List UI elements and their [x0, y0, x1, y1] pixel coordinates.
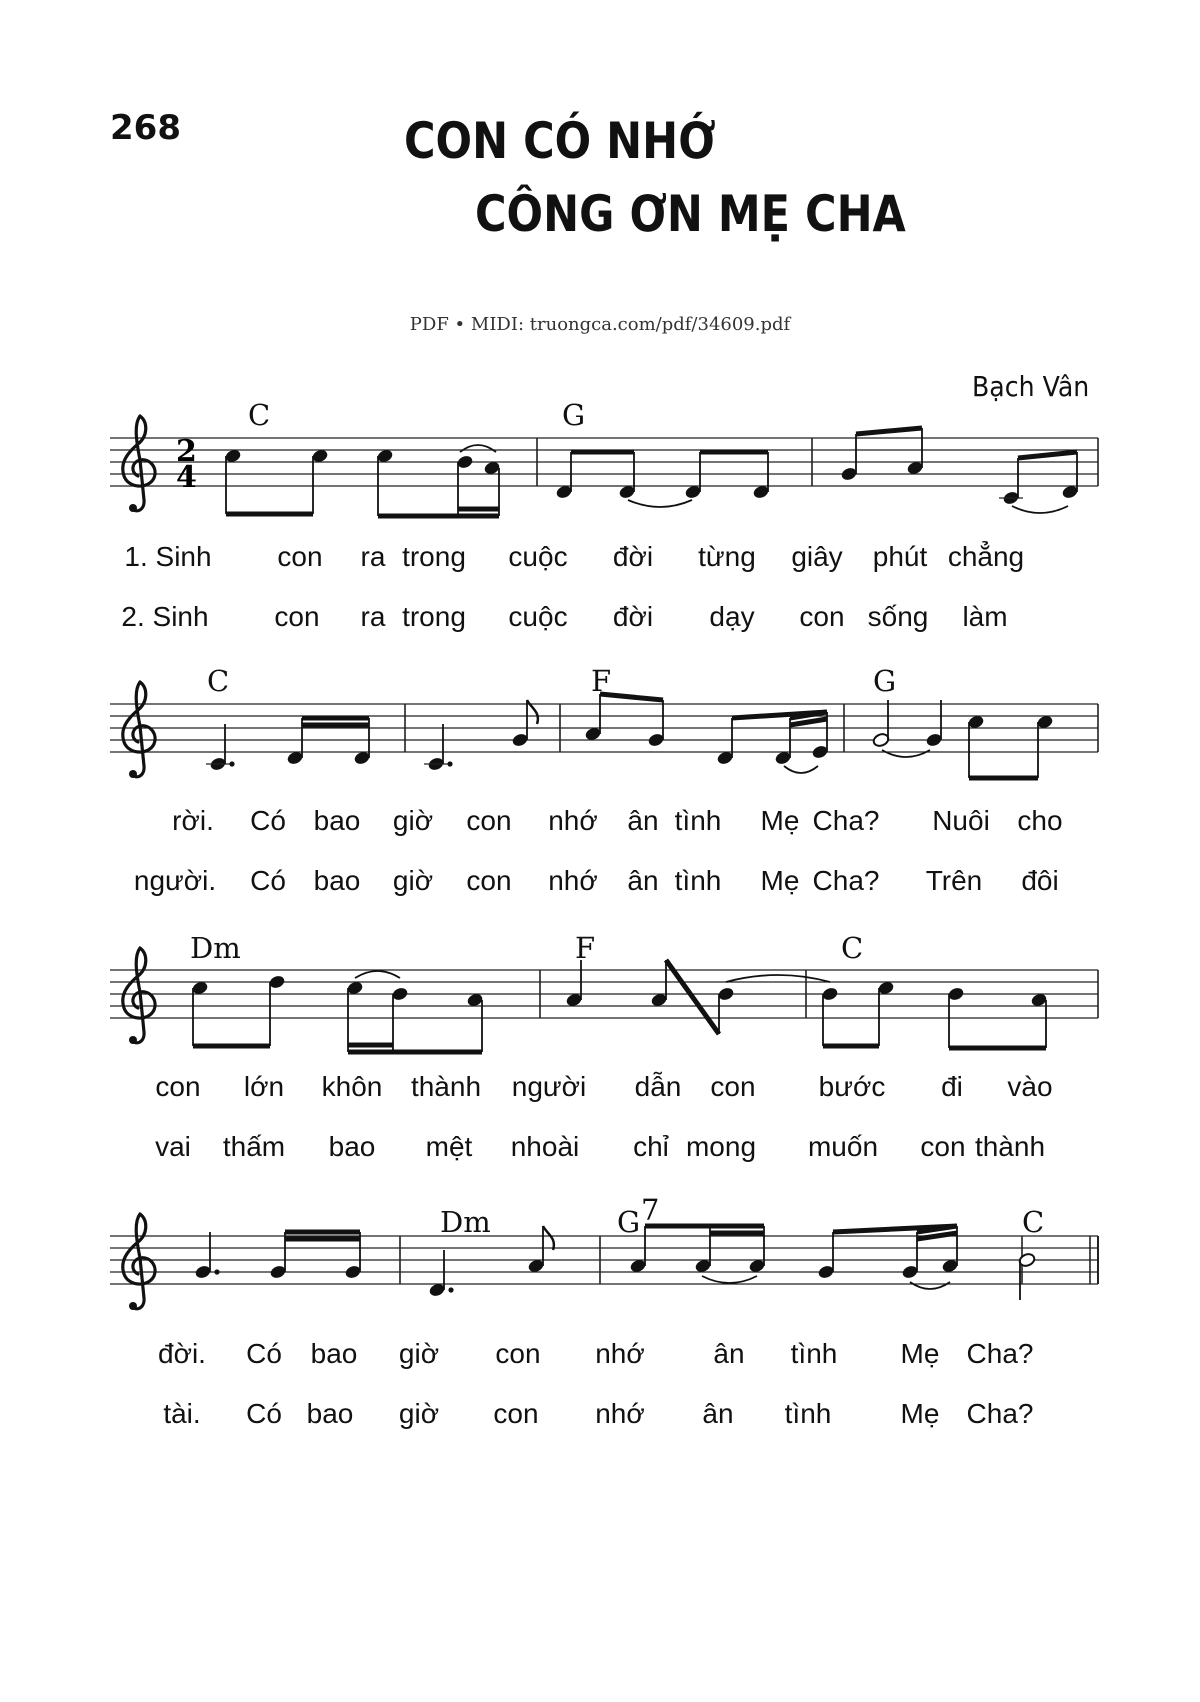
lyric-verse-1: tình	[674, 805, 722, 836]
lyric-verse-1: ra	[360, 541, 386, 572]
time-signature-bottom: 4	[176, 460, 197, 495]
lyric-verse-1: con	[495, 1338, 541, 1369]
lyric-verse-1: bao	[310, 1338, 358, 1369]
lyric-verse-1: nhớ	[595, 1338, 645, 1369]
lyric-verse-1: từng	[698, 541, 756, 572]
note	[565, 960, 583, 1008]
note	[466, 992, 484, 1052]
note	[716, 718, 734, 766]
clef-dot	[129, 504, 137, 512]
note	[268, 974, 286, 1046]
lyric-verse-1: ân	[627, 805, 659, 836]
lyric-verse-2: 2. Sinh	[121, 601, 209, 632]
song-number: 268	[110, 108, 181, 148]
note	[391, 986, 409, 1052]
lyric-verse-1: con	[277, 541, 323, 572]
note	[1061, 452, 1079, 500]
note	[191, 980, 209, 1046]
note	[1030, 992, 1048, 1048]
lyric-verse-2: nhoài	[510, 1131, 580, 1162]
lyric-verse-2: Có	[246, 1398, 282, 1429]
lyric-verse-2: vai	[155, 1131, 191, 1162]
note	[1018, 1252, 1036, 1300]
tie	[460, 445, 496, 452]
lyric-verse-1: giờ	[398, 1338, 440, 1369]
beam	[1018, 452, 1077, 458]
note	[752, 452, 770, 500]
note	[311, 448, 329, 514]
treble-clef-3	[123, 948, 155, 1044]
lyric-verse-1: đời	[612, 541, 654, 572]
tie	[1012, 506, 1068, 513]
note	[206, 724, 235, 772]
lyric-verse-1: giây	[791, 541, 843, 572]
lyric-verse-1: rời.	[172, 805, 214, 836]
note	[647, 700, 665, 748]
clef-stroke	[123, 682, 155, 777]
chord-symbol: F	[591, 664, 612, 698]
song-title-line-1: CON CÓ NHỚ	[404, 112, 716, 170]
lyric-verse-1: nhớ	[548, 805, 598, 836]
lyric-verse-1: bao	[313, 805, 361, 836]
chord-symbol: C	[841, 931, 864, 965]
lyric-verse-1: Cha?	[966, 1338, 1034, 1369]
tie	[784, 766, 818, 773]
lyric-verse-2: Có	[250, 865, 286, 896]
note	[555, 452, 573, 500]
score-texts	[121, 398, 1062, 1429]
chord-symbol: C	[207, 664, 230, 698]
lyric-verse-2: trong	[402, 601, 466, 632]
time-signature-top: 2	[176, 434, 197, 469]
lyric-verse-1: bước	[818, 1071, 886, 1102]
lyric-verse-2: thấm	[222, 1131, 286, 1162]
beam	[917, 1233, 957, 1239]
lyric-verse-2: ra	[360, 601, 386, 632]
note	[1036, 714, 1054, 778]
clef-stroke	[123, 1214, 155, 1309]
lyric-verse-1: giờ	[392, 805, 434, 836]
staff-system-2	[110, 704, 1098, 752]
lyric-verse-1: Có	[250, 805, 286, 836]
note	[925, 700, 943, 748]
chord-symbol: Dm	[440, 1205, 491, 1239]
lyric-verse-1: lớn	[243, 1071, 285, 1102]
note-dot	[448, 1287, 453, 1292]
lyric-verse-2: con	[799, 601, 845, 632]
time-signature	[176, 434, 197, 495]
beam	[856, 428, 922, 434]
lyric-verse-2: giờ	[398, 1398, 440, 1429]
chord-superscript: 7	[641, 1193, 660, 1227]
note	[269, 1232, 287, 1280]
lyric-verse-2: con	[493, 1398, 539, 1429]
clef-dot	[129, 1302, 137, 1310]
staff-system-1	[110, 438, 1098, 486]
note	[840, 434, 858, 482]
note	[774, 718, 792, 766]
lyric-verse-2: dạy	[709, 601, 755, 632]
lyric-verse-2: tình	[674, 865, 722, 896]
chord-symbol: G	[873, 664, 897, 698]
lyric-verse-2: tài.	[163, 1398, 201, 1429]
lyric-verse-1: cho	[1017, 805, 1063, 836]
lyric-verse-2: cuộc	[508, 601, 568, 632]
lyric-verse-2: Mẹ	[760, 865, 800, 896]
lyric-verse-1: vào	[1007, 1071, 1053, 1102]
note	[967, 714, 985, 778]
note-dot	[447, 761, 452, 766]
lyric-verse-1: tình	[790, 1338, 838, 1369]
chord-symbol: Dm	[190, 931, 241, 965]
lyric-verse-2: bao	[328, 1131, 376, 1162]
clef-stroke	[123, 948, 155, 1043]
lyric-verse-2: con	[274, 601, 320, 632]
lyric-verse-1: người	[511, 1071, 587, 1102]
note	[877, 980, 895, 1046]
note	[901, 1232, 919, 1280]
lyric-verse-1: thành	[410, 1071, 482, 1102]
note	[717, 986, 735, 1034]
lyric-verse-2: Cha?	[966, 1398, 1034, 1429]
lyric-verse-1: đời.	[158, 1338, 206, 1369]
note	[872, 700, 890, 748]
lyric-verse-1: ân	[713, 1338, 745, 1369]
note	[650, 960, 668, 1008]
note	[428, 1250, 454, 1298]
note	[511, 700, 538, 748]
lyric-verse-1: Mẹ	[900, 1338, 940, 1369]
chord-symbol: G	[617, 1205, 641, 1239]
lyric-verse-1: Cha?	[812, 805, 880, 836]
composer-name: Bạch Vân	[972, 370, 1090, 403]
chord-symbol: C	[248, 398, 271, 432]
note	[286, 718, 304, 766]
treble-clef-2	[123, 682, 155, 778]
lyric-verse-1: trong	[402, 541, 466, 572]
lyric-verse-1: Có	[246, 1338, 282, 1369]
lyric-verse-2: làm	[962, 601, 1008, 632]
lyric-verse-2: mong	[685, 1131, 757, 1162]
lyric-verse-1: cuộc	[508, 541, 568, 572]
lyric-verse-1: khôn	[321, 1071, 383, 1102]
lyric-verse-2: người.	[133, 865, 217, 896]
chord-symbol: C	[1022, 1205, 1045, 1239]
source-note: PDF • MIDI: truongca.com/pdf/34609.pdf	[409, 314, 791, 335]
lyric-verse-2: Mẹ	[900, 1398, 940, 1429]
note	[618, 452, 636, 500]
note	[424, 724, 453, 772]
note-dot	[229, 761, 234, 766]
note	[817, 1232, 835, 1280]
note-dot	[214, 1269, 219, 1274]
note	[694, 1226, 712, 1274]
lyric-verse-2: Cha?	[812, 865, 880, 896]
lyric-verse-1: chẳng	[947, 541, 1025, 572]
lyric-verse-1: phút	[872, 541, 928, 572]
song-title-line-2: CÔNG ƠN MẸ CHA	[475, 185, 906, 243]
note	[224, 448, 242, 514]
chord-symbol: F	[575, 931, 596, 965]
staff-system-4	[110, 1236, 1098, 1284]
note	[947, 986, 965, 1048]
lyric-verse-2: nhớ	[548, 865, 598, 896]
lyric-verse-2: tình	[784, 1398, 832, 1429]
note-flag	[543, 1226, 554, 1250]
note	[906, 428, 924, 476]
lyric-verse-1: con	[710, 1071, 756, 1102]
lyric-verse-1: Mẹ	[760, 805, 800, 836]
beam	[666, 960, 719, 1034]
lyric-verse-2: nhớ	[595, 1398, 645, 1429]
lyric-verse-2: thành	[974, 1131, 1046, 1162]
lyric-verse-1: đi	[941, 1071, 963, 1102]
note	[346, 980, 364, 1052]
treble-clef-1	[123, 416, 155, 512]
lyric-verse-2: đời	[612, 601, 654, 632]
lyric-verse-2: bao	[313, 865, 361, 896]
beam	[790, 719, 827, 725]
tie	[910, 1282, 950, 1289]
lyric-verse-2: chỉ	[633, 1131, 669, 1162]
lyric-verse-2: giờ	[392, 865, 434, 896]
lyric-verse-2: mệt	[425, 1131, 473, 1162]
tie	[702, 1276, 757, 1283]
lyric-verse-2: ân	[702, 1398, 734, 1429]
note	[194, 1232, 220, 1280]
lyric-verse-2: bao	[306, 1398, 354, 1429]
note	[527, 1226, 554, 1274]
note	[684, 452, 702, 500]
note	[999, 458, 1023, 506]
lyric-verse-2: sống	[867, 601, 929, 632]
treble-clef-4	[123, 1214, 155, 1310]
lyric-verse-1: Nuôi	[932, 805, 990, 836]
note	[376, 448, 394, 516]
lyric-verse-1: 1. Sinh	[124, 541, 212, 572]
lyric-verse-1: dẫn	[634, 1071, 682, 1102]
tie	[726, 975, 830, 982]
lyric-verse-2: đôi	[1021, 865, 1059, 896]
lyric-verse-2: ân	[627, 865, 659, 896]
clef-dot	[129, 770, 137, 778]
clef-dot	[129, 1036, 137, 1044]
lyric-verse-2: con	[920, 1131, 966, 1162]
tie	[882, 750, 930, 757]
lyric-verse-1: con	[155, 1071, 201, 1102]
note	[584, 694, 602, 742]
lyric-verse-1: con	[466, 805, 512, 836]
note	[821, 986, 839, 1046]
chord-symbol: G	[562, 398, 586, 432]
lyric-verse-2: Trên	[925, 865, 983, 896]
lyric-verse-2: muốn	[807, 1131, 879, 1162]
tie	[355, 971, 400, 978]
clef-stroke	[123, 416, 155, 511]
tie	[628, 500, 692, 507]
lyric-verse-2: con	[466, 865, 512, 896]
